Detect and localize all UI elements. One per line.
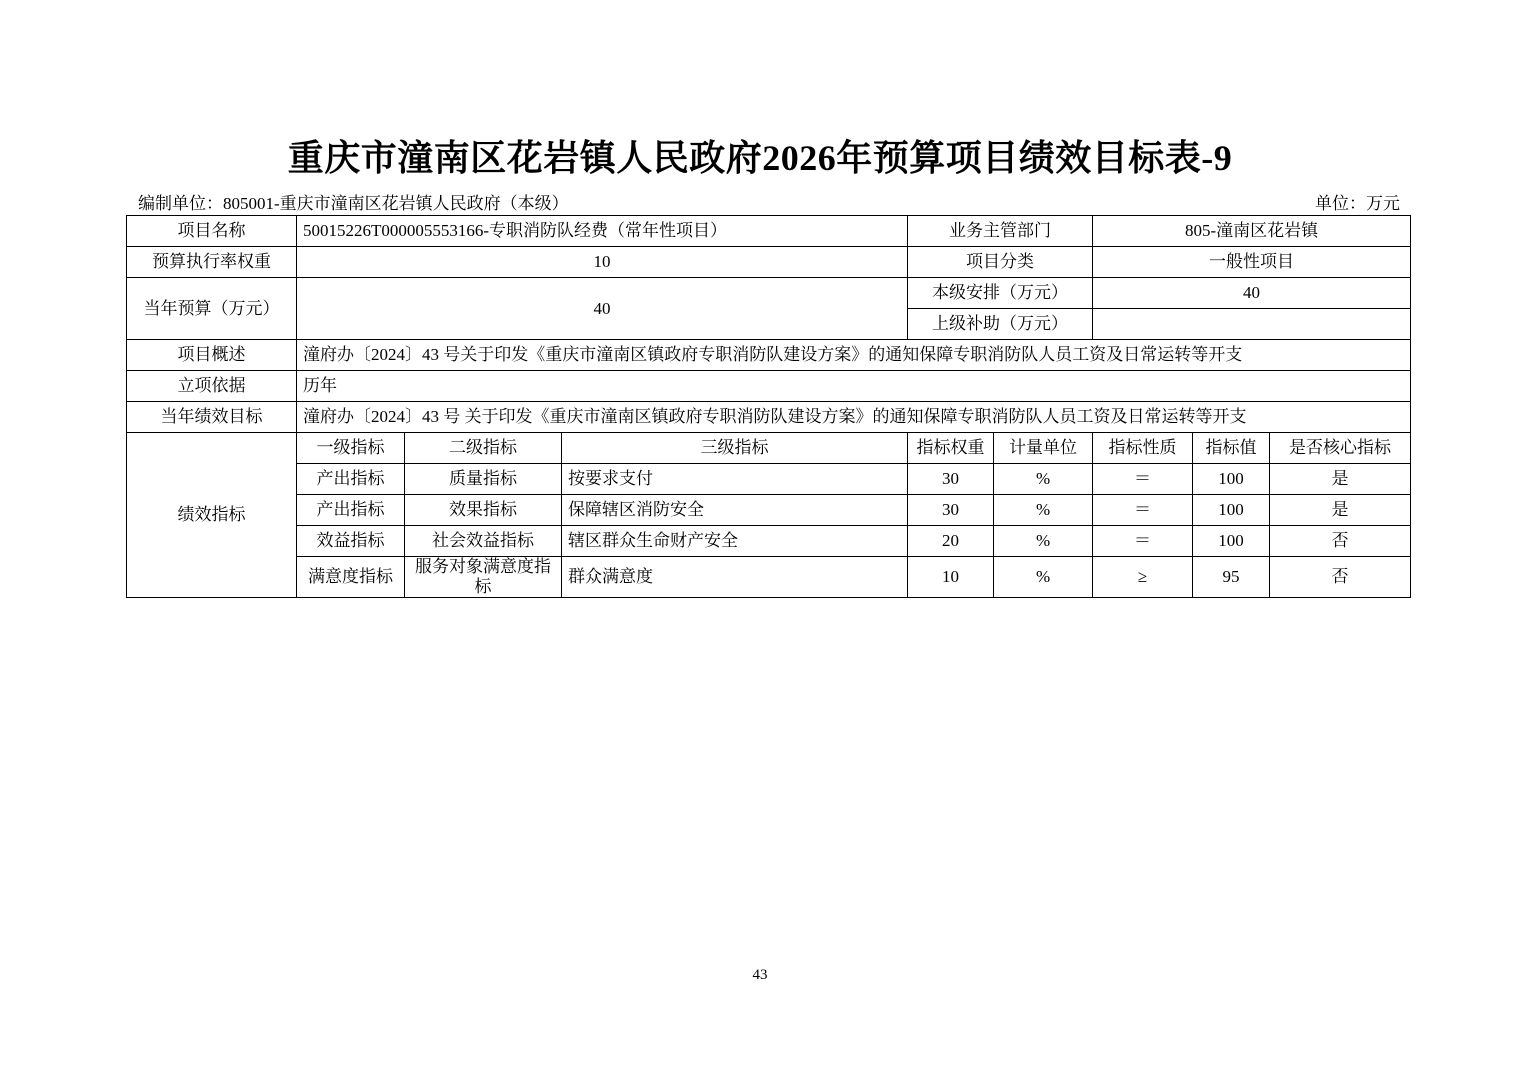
page-number: 43	[752, 967, 768, 983]
indicator-value: 100	[1193, 495, 1270, 526]
indicator-level2: 效果指标	[405, 495, 562, 526]
indicator-weight: 10	[908, 557, 994, 598]
currency-unit: 单位：万元	[1315, 194, 1400, 213]
goal-label: 当年绩效目标	[127, 402, 297, 433]
compiler-unit: 编制单位：805001-重庆市潼南区花岩镇人民政府（本级）	[138, 194, 569, 213]
budget-value: 40	[297, 278, 908, 340]
indicator-header-row	[127, 433, 1411, 464]
overview-label: 项目概述	[127, 340, 297, 371]
indicator-nature: ＝	[1093, 526, 1193, 557]
indicator-level2: 质量指标	[405, 464, 562, 495]
indicator-core: 是	[1270, 495, 1411, 526]
indicator-level1: 满意度指标	[297, 557, 405, 598]
indicator-unit: %	[994, 557, 1093, 598]
dept-label: 业务主管部门	[908, 216, 1093, 247]
indicator-weight: 30	[908, 464, 994, 495]
indicator-weight: 20	[908, 526, 994, 557]
indicator-unit: %	[994, 464, 1093, 495]
local-label: 本级安排（万元）	[908, 278, 1093, 309]
project-name-label: 项目名称	[127, 216, 297, 247]
header-level1: 一级指标	[297, 433, 405, 464]
category-value: 一般性项目	[1093, 247, 1411, 278]
unit-row	[138, 189, 1400, 211]
indicator-weight: 30	[908, 495, 994, 526]
indicator-core: 是	[1270, 464, 1411, 495]
performance-table	[126, 215, 1411, 598]
weight-value: 10	[297, 247, 908, 278]
indicator-level3: 按要求支付	[562, 464, 908, 495]
row-weight	[127, 247, 1411, 278]
indicator-level3: 辖区群众生命财产安全	[562, 526, 908, 557]
indicator-level1: 产出指标	[297, 495, 405, 526]
overview-value: 潼府办〔2024〕43 号关于印发《重庆市潼南区镇政府专职消防队建设方案》的通知保障专职消防队人员工资及日常运转等开支	[297, 340, 1411, 371]
subsidy-value	[1093, 309, 1411, 340]
header-level2: 二级指标	[405, 433, 562, 464]
row-goal	[127, 402, 1411, 433]
row-basis	[127, 371, 1411, 402]
indicator-level3: 群众满意度	[562, 557, 908, 598]
header-level3: 三级指标	[562, 433, 908, 464]
basis-value: 历年	[297, 371, 1411, 402]
header-nature: 指标性质	[1093, 433, 1193, 464]
header-core: 是否核心指标	[1270, 433, 1411, 464]
header-weight: 指标权重	[908, 433, 994, 464]
subsidy-label: 上级补助（万元）	[908, 309, 1093, 340]
basis-label: 立项依据	[127, 371, 297, 402]
dept-value: 805-潼南区花岩镇	[1093, 216, 1411, 247]
project-name-value: 50015226T000005553166-专职消防队经费（常年性项目）	[297, 216, 908, 247]
row-project-name	[127, 216, 1411, 247]
weight-label: 预算执行率权重	[127, 247, 297, 278]
indicator-level3: 保障辖区消防安全	[562, 495, 908, 526]
indicator-level1: 效益指标	[297, 526, 405, 557]
page-title: 重庆市潼南区花岩镇人民政府2026年预算项目绩效目标表-9	[287, 138, 1233, 178]
indicator-level2: 服务对象满意度指标	[405, 557, 562, 598]
indicator-value: 95	[1193, 557, 1270, 598]
indicator-row	[127, 557, 1411, 598]
category-label: 项目分类	[908, 247, 1093, 278]
header-unit: 计量单位	[994, 433, 1093, 464]
indicator-value: 100	[1193, 526, 1270, 557]
indicator-unit: %	[994, 526, 1093, 557]
indicator-row	[127, 464, 1411, 495]
indicator-unit: %	[994, 495, 1093, 526]
indicator-nature: ≥	[1093, 557, 1193, 598]
indicator-core: 否	[1270, 557, 1411, 598]
budget-label: 当年预算（万元）	[127, 278, 297, 340]
indicator-row	[127, 526, 1411, 557]
row-overview	[127, 340, 1411, 371]
local-value: 40	[1093, 278, 1411, 309]
goal-value: 潼府办〔2024〕43 号 关于印发《重庆市潼南区镇政府专职消防队建设方案》的通知保障专职消防队人员工资及日常运转等开支	[297, 402, 1411, 433]
indicator-nature: ＝	[1093, 464, 1193, 495]
indicator-level2: 社会效益指标	[405, 526, 562, 557]
row-budget-local	[127, 278, 1411, 309]
indicator-level1: 产出指标	[297, 464, 405, 495]
indicator-core: 否	[1270, 526, 1411, 557]
indicator-row	[127, 495, 1411, 526]
indicator-value: 100	[1193, 464, 1270, 495]
indicator-nature: ＝	[1093, 495, 1193, 526]
indicator-section-label: 绩效指标	[127, 433, 297, 598]
header-value: 指标值	[1193, 433, 1270, 464]
